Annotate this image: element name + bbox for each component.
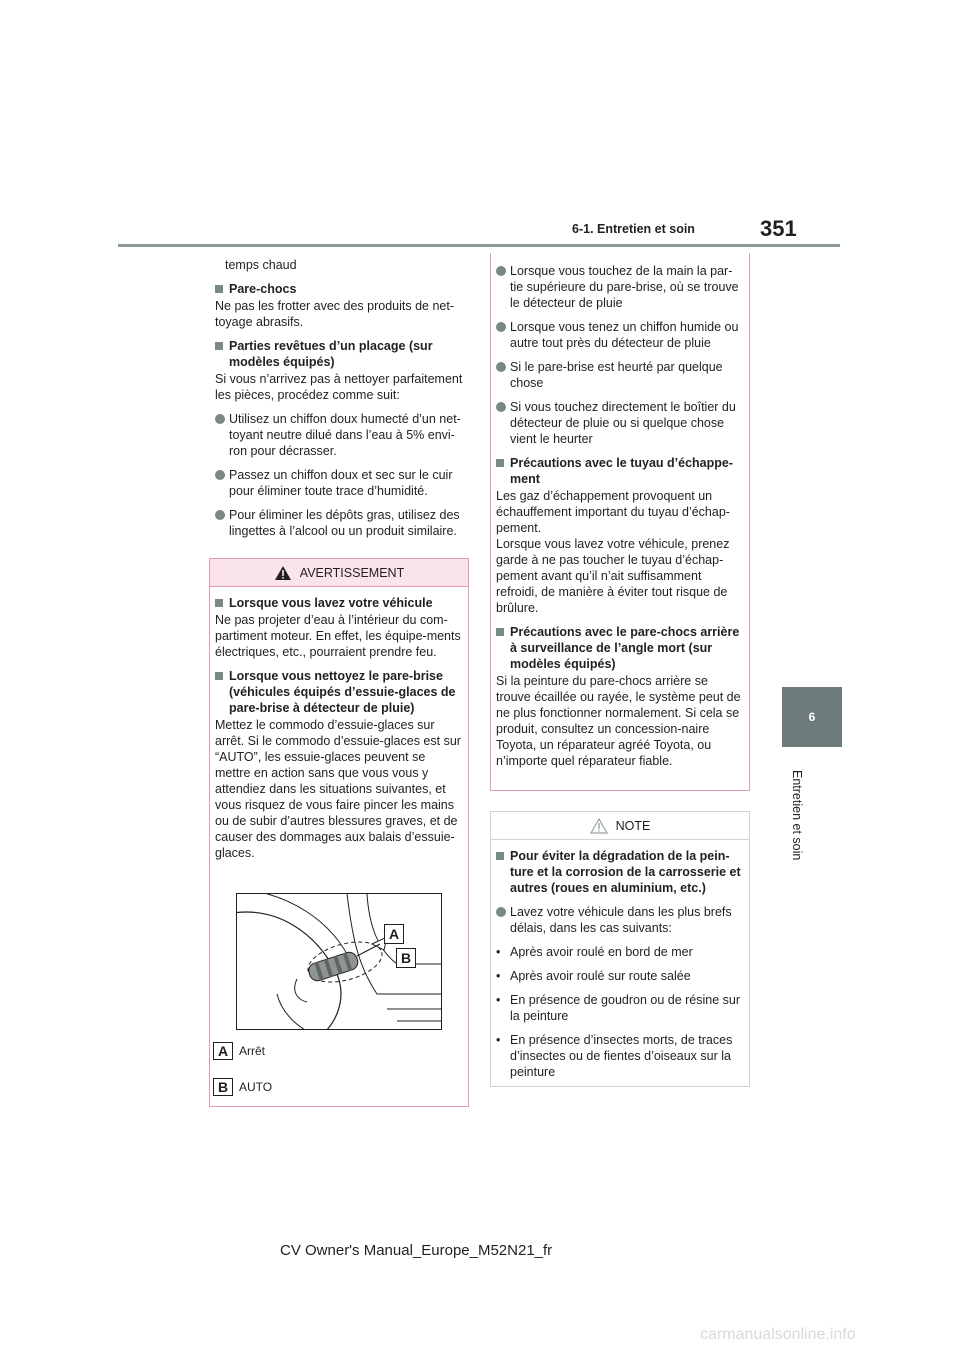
bullet-item: Si vous touchez directement le boîtier du détecteur de pluie ou si quelque chose vient le heurter (496, 399, 744, 447)
bullet-item: Lorsque vous tenez un chiffon humide ou autre tout près du détecteur de pluie (496, 319, 744, 351)
caution-icon (590, 818, 608, 834)
paragraph-rear-bumper: Si la peinture du pare-chocs arrière se trouve écaillée ou rayée, le système peut de ne plus fonctionner normalement. Si cela se produit, consultez un concession-naire Toyota, un réparateur agréé Toyota, ou n’importe quel réparateur fiable. (496, 674, 741, 768)
right-column (496, 263, 744, 769)
figure-label-b (396, 948, 416, 968)
heading-rear-bumper: Précautions avec le pare-chocs arrière à surveillance de l’angle mort (sur modèles équipés) (496, 624, 744, 672)
left-column (215, 257, 469, 547)
warning-icon (274, 565, 292, 581)
header-rule (118, 244, 840, 247)
figure-label-b-text: B (400, 950, 412, 966)
bullet-item: Lavez votre véhicule dans les plus brefs délais, dans les cas suivants: (496, 904, 744, 936)
dash-item: • En présence de goudron ou de résine sur la peinture (496, 992, 744, 1024)
bullet-item: Si le pare-brise est heurté par quelque chose (496, 359, 744, 391)
bullet-item: Passez un chiffon doux et sec sur le cuir pour éliminer toute trace d’humidité. (215, 467, 469, 499)
legend-key-a: A (213, 1042, 233, 1060)
heading-paint-protection: Pour éviter la dégradation de la pein-ture et la corrosion de la carrosserie et autres (roues en aluminium, etc.) (496, 848, 744, 896)
paragraph-exhaust: Les gaz d’échappement provoquent un échauffement important du tuyau d’échap-pement. (496, 489, 730, 535)
note-title: NOTE (615, 818, 651, 833)
note-header (491, 812, 749, 840)
legend-text-a: Arrêt (239, 1044, 266, 1058)
intro-text: temps chaud (225, 258, 297, 272)
heading-plated-parts: Parties revêtues d’un placage (sur modèles équipés) (215, 338, 469, 370)
figure-label-a (384, 924, 404, 944)
paragraph-plated-parts: Si vous n’arrivez pas à nettoyer parfaitement les pièces, procédez comme suit: (215, 372, 463, 402)
legend-text-b: AUTO (239, 1080, 273, 1094)
heading-bumpers: Pare-chocs (215, 281, 469, 297)
bullet-item: Lorsque vous touchez de la main la par-tie supérieure du pare-brise, où se trouve le détecteur de pluie (496, 263, 744, 311)
warning-header (210, 559, 468, 587)
heading-windshield: Lorsque vous nettoyez le pare-brise (véhicules équipés d’essuie-glaces de pare-brise à détecteur de pluie) (215, 668, 463, 716)
paragraph-windshield: Mettez le commodo d’essuie-glaces sur arrêt. Si le commodo d’essuie-glaces est sur “AUTO”, les essuie-glaces peuvent se mettre en action sans que vous vous y attendiez dans les situations suivantes, et vous risquez de vous faire pincer les mains ou de subir d’autres blessures graves, et de causer des dommages aux balais d’essuie-glaces. (215, 718, 461, 860)
warning-continuation-box (490, 253, 750, 791)
heading-washing: Lorsque vous lavez votre véhicule (215, 595, 463, 611)
page-number: 351 (760, 216, 797, 241)
note-box (490, 811, 750, 1087)
chapter-side-label (788, 770, 808, 860)
heading-exhaust: Précautions avec le tuyau d’échappe-ment (496, 455, 744, 487)
section-title: 6-1. Entretien et soin (572, 222, 695, 236)
chapter-side-label-text: Entretien et soin (790, 770, 804, 861)
footer-text: CV Owner's Manual_Europe_M52N21_fr (280, 1242, 553, 1259)
figure-label-a-text: A (388, 926, 400, 942)
chapter-tab[interactable] (782, 687, 842, 747)
paragraph-exhaust-caution: Lorsque vous lavez votre véhicule, prenez garde à ne pas toucher le tuyau d’échap-pement avant qu’il n’ait suffisamment refroidi, de manière à éviter tout risque de brûlure. (496, 537, 730, 615)
bullet-item: Pour éliminer les dépôts gras, utilisez des lingettes à l’alcool ou un produit similaire. (215, 507, 469, 539)
warning-title: AVERTISSEMENT (299, 565, 405, 580)
wiper-lever-figure (236, 893, 442, 1030)
paragraph-bumpers: Ne pas les frotter avec des produits de net-toyage abrasifs. (215, 299, 455, 329)
dash-item: • En présence d’insectes morts, de traces d’insectes ou de fientes d’oiseaux sur la peinture (496, 1032, 744, 1080)
dash-item: • Après avoir roulé sur route salée (496, 968, 744, 984)
dash-item: • Après avoir roulé en bord de mer (496, 944, 744, 960)
legend-item-b (213, 1078, 272, 1096)
chapter-tab-number: 6 (808, 710, 816, 724)
warning-body (210, 587, 468, 861)
note-body (491, 840, 749, 1080)
watermark: carmanualsonline.info (700, 1326, 856, 1343)
paragraph-washing: Ne pas projeter d’eau à l’intérieur du com-partiment moteur. En effet, les équipe-ments électriques, etc., pourraient prendre feu. (215, 613, 461, 659)
legend-key-b: B (213, 1078, 233, 1096)
bullet-item: Utilisez un chiffon doux humecté d’un net-toyant neutre dilué dans l’eau à 5% envi-ron pour décrasser. (215, 411, 469, 459)
legend-item-a (213, 1042, 265, 1060)
